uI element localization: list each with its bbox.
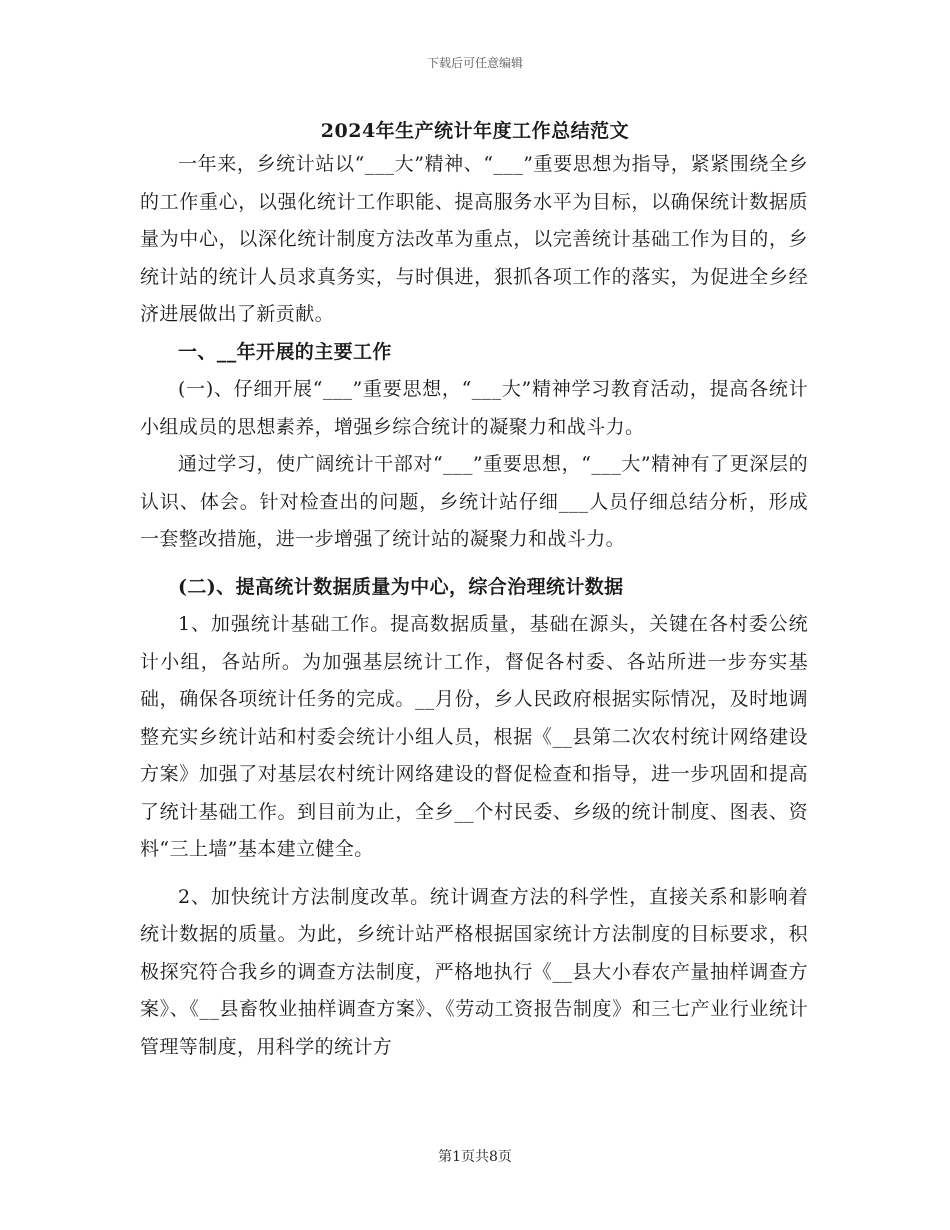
item-2-paragraph: 2、加快统计方法制度改革。统计调查方法的科学性，直接关系和影响着统计数据的质量。为此，乡统计站严格根据国家统计方法制度的目标要求，积极探究符合我乡的调查方法制度，严格地执行《__县大小春农产量抽样调查方案》、《__县畜牧业抽样调查方案》、《劳动工资报告制度》和三七产业行业统计管理等制度，用科学的统计方 [140, 885, 808, 1058]
intro-paragraph: 一年来，乡统计站以“___大”精神、“___”重要思想为指导，紧紧围绕全乡的工作重心，以强化统计工作职能、提高服务水平为目标，以确保统计数据质量为中心，以深化统计制度方法改革为重点，以完善统计基础工作为目的，乡统计站的统计人员求真务实，与时俱进，狠抓各项工作的落实，为促进全乡经济进展做出了新贡献。 [140, 153, 808, 325]
page-number: 第1页共8页 [438, 1149, 512, 1165]
section-heading-1: 一、__年开展的主要工作 [178, 340, 392, 363]
document-title: 2024年生产统计年度工作总结范文 [320, 120, 630, 142]
subsection-1-paragraph: (一)、仔细开展“___”重要思想，“___大”精神学习教育活动，提高各统计小组成员的思想素养，增强乡综合统计的凝聚力和战斗力。 [140, 378, 808, 438]
subsection-1-body: 通过学习，使广阔统计干部对“___”重要思想，“___大”精神有了更深层的认识、体会。针对检查出的问题，乡统计站仔细___人员仔细总结分析，形成一套整改措施，进一步增强了统计站的凝聚力和战斗力。 [140, 453, 808, 550]
subsection-heading-2: (二)、提高统计数据质量为中心，综合治理统计数据 [178, 575, 624, 598]
item-1-paragraph: 1、加强统计基础工作。提高数据质量，基础在源头，关键在各村委公统计小组，各站所。为加强基层统计工作，督促各村委、各站所进一步夯实基础，确保各项统计任务的完成。__月份，乡人民政府根据实际情况，及时地调整充实乡统计站和村委会统计小组人员，根据《__县第二次农村统计网络建设方案》加强了对基层农村统计网络建设的督促检查和指导，进一步巩固和提高了统计基础工作。到目前为止，全乡__个村民委、乡级的统计制度、图表、资料“三上墙”基本建立健全。 [140, 613, 808, 860]
document-body [140, 146, 808, 1066]
header-note: 下载后可任意编辑 [426, 56, 523, 70]
